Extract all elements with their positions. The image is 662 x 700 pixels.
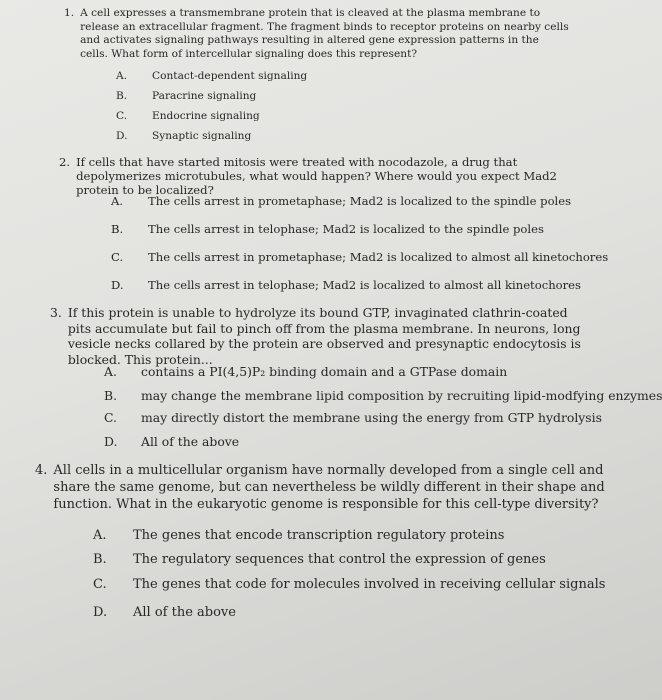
option-letter: D. bbox=[111, 278, 124, 292]
question-number: 4. bbox=[35, 463, 48, 478]
option-text: contains a PI(4,5)P₂ binding domain and a GTPase domain bbox=[141, 364, 508, 379]
question-number: 1. bbox=[64, 7, 75, 19]
option-letter: D. bbox=[104, 434, 118, 449]
option-text: The cells arrest in prometaphase; Mad2 is localized to the spindle poles bbox=[148, 194, 572, 208]
option-text: The cells arrest in telophase; Mad2 is localized to almost all kinetochores bbox=[148, 278, 581, 292]
option-letter: D. bbox=[93, 605, 108, 620]
option-text: All of the above bbox=[141, 434, 240, 449]
option-letter: A. bbox=[111, 194, 124, 208]
question-text: A cell expresses a transmembrane protein that is cleaved at the plasma membrane to release an extracellular fragment. The fragment binds to receptor proteins on nearby cells and activates signaling pathways resulting in altered gene expression patterns in the cells. What form of intercellular signaling does this represent? bbox=[80, 7, 569, 60]
question-text: If cells that have started mitosis were treated with nocodazole, a drug that depolymerizes microtubules, what would happen? Where would you expect Mad2 protein to be localized? bbox=[76, 155, 557, 197]
option-letter: C. bbox=[104, 410, 117, 425]
question-number: 2. bbox=[59, 155, 71, 169]
option-letter: C. bbox=[93, 577, 107, 592]
option-letter: D. bbox=[116, 130, 128, 142]
option-text: All of the above bbox=[133, 605, 236, 620]
question-text: All cells in a multicellular organism have normally developed from a single cell and share the same genome, but can nevertheless be wildly different in their shape and function. What in the eukaryotic genome is responsible for this cell-type diversity? bbox=[53, 463, 605, 512]
option-text: Endocrine signaling bbox=[152, 110, 260, 122]
option-text: may directly distort the membrane using the energy from GTP hydrolysis bbox=[141, 410, 602, 425]
option-text: may change the membrane lipid composition by recruiting lipid-modfying enzymes bbox=[141, 388, 662, 403]
option-letter: A. bbox=[116, 70, 128, 82]
question-1 bbox=[64, 7, 569, 142]
option-letter: C. bbox=[111, 250, 124, 264]
question-text: If this protein is unable to hydrolyze its bound GTP, invaginated clathrin-coated pits accumulate but fail to pinch off from the plasma membrane. In neurons, long vesicle necks collared by the protein are observed and presynaptic endocytosis is blocked. This protein... bbox=[67, 305, 581, 367]
question-stem bbox=[50, 305, 590, 367]
question-stem bbox=[59, 155, 564, 197]
option-text: The regulatory sequences that control the expression of genes bbox=[133, 552, 546, 567]
option-letter: B. bbox=[111, 222, 124, 236]
option-letter: B. bbox=[93, 552, 107, 567]
question-stem bbox=[35, 462, 605, 513]
option-letter: A. bbox=[93, 528, 107, 543]
question-2 bbox=[59, 155, 609, 292]
option-letter: C. bbox=[116, 110, 128, 122]
option-text: The cells arrest in telophase; Mad2 is localized to the spindle poles bbox=[148, 222, 544, 236]
question-4 bbox=[35, 462, 606, 620]
option-text: Paracrine signaling bbox=[152, 90, 257, 102]
option-text: The genes that code for molecules involved in receiving cellular signals bbox=[133, 577, 606, 592]
option-text: The cells arrest in prometaphase; Mad2 is localized to almost all kinetochores bbox=[148, 250, 609, 264]
option-text: The genes that encode transcription regulatory proteins bbox=[133, 528, 505, 543]
option-text: Synaptic signaling bbox=[152, 130, 252, 142]
question-stem bbox=[64, 7, 569, 61]
option-text: Contact-dependent signaling bbox=[152, 70, 308, 82]
question-number: 3. bbox=[50, 305, 62, 320]
question-3 bbox=[50, 305, 662, 449]
option-letter: A. bbox=[104, 364, 117, 379]
option-letter: B. bbox=[116, 90, 128, 102]
option-letter: B. bbox=[104, 388, 118, 403]
